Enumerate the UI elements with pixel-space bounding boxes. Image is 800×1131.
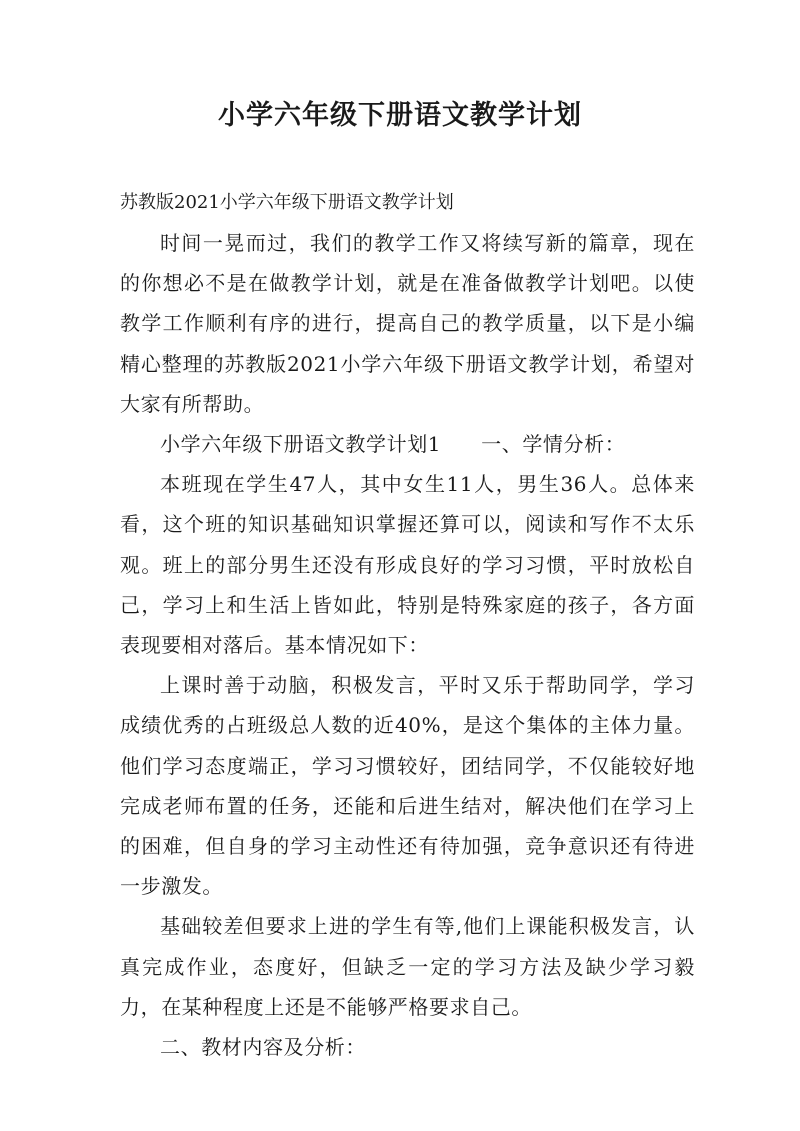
document-body	[120, 183, 695, 1067]
plan-heading-line	[120, 424, 695, 464]
top-students-paragraph: 上课时善于动脑，积极发言，平时又乐于帮助同学，学习成绩优秀的占班级总人数的近40%，是这个集体的主体力量。他们学习态度端正，学习习惯较好，团结同学，不仅能较好地完成老师布置的任务，还能和后进生结对，解决他们在学习上的困难，但自身的学习主动性还有待加强，竞争意识还有待进一步激发。	[120, 673, 695, 899]
document-title: 小学六年级下册语文教学计划	[218, 100, 582, 131]
section-two-heading: 二、教材内容及分析：	[160, 1035, 366, 1060]
weak-students-paragraph: 基础较差但要求上进的学生有等,他们上课能积极发言，认真完成作业，态度好，但缺乏一定的学习方法及缺少学习毅力，在某种程度上还是不能够严格要求自己。	[120, 914, 695, 1019]
plan-heading: 小学六年级下册语文教学计划1	[160, 432, 442, 457]
document-subtitle: 苏教版2021小学六年级下册语文教学计划	[120, 192, 454, 213]
section-one-heading: 一、学情分析：	[481, 432, 626, 457]
intro-paragraph: 时间一晃而过，我们的教学工作又将续写新的篇章，现在的你想必不是在做教学计划，就是在准备做教学计划吧。以使教学工作顺利有序的进行，提高自己的教学质量，以下是小编精心整理的苏教版2021小学六年级下册语文教学计划，希望对大家有所帮助。	[120, 231, 695, 416]
student-analysis-paragraph: 本班现在学生47人，其中女生11人，男生36人。总体来看，这个班的知识基础知识掌握还算可以，阅读和写作不太乐观。班上的部分男生还没有形成良好的学习习惯，平时放松自己，学习上和生活上皆如此，特别是特殊家庭的孩子，各方面表现要相对落后。基本情况如下：	[120, 472, 695, 658]
